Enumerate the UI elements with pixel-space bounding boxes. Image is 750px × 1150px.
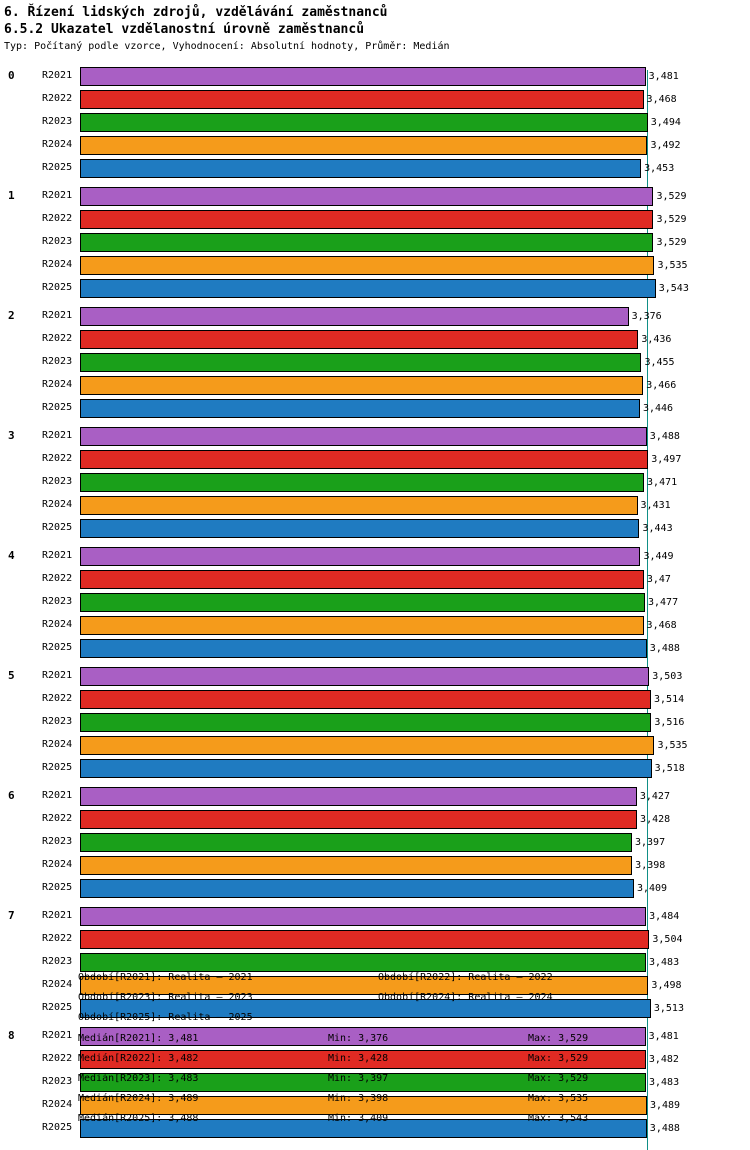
bar-track	[80, 856, 750, 875]
bar-row-label: R2021	[42, 190, 73, 201]
bar-row	[0, 734, 750, 757]
bar-row-label: R2024	[42, 619, 73, 630]
bar-row-label: R2021	[42, 1030, 73, 1041]
bar[interactable]	[80, 496, 638, 515]
bar[interactable]	[80, 856, 632, 875]
stats-min: Min: 3,428	[328, 1053, 389, 1064]
legend-entry: Období[R2022]: Realita – 2022	[378, 972, 553, 983]
bar-track	[80, 879, 750, 898]
bar-row-label: R2022	[42, 813, 73, 824]
bar-row-label: R2023	[42, 476, 73, 487]
bar[interactable]	[80, 376, 643, 395]
bar[interactable]	[80, 473, 644, 492]
bar-value-label: 3,514	[654, 694, 685, 705]
bar-track	[80, 256, 750, 275]
bar-row-label: R2024	[42, 259, 73, 270]
stats-row	[0, 1069, 750, 1089]
bar-row	[0, 208, 750, 231]
bar-value-label: 3,488	[649, 643, 680, 654]
chart-legend	[0, 968, 750, 1028]
bar[interactable]	[80, 210, 653, 229]
bar-row-label: R2021	[42, 790, 73, 801]
bar[interactable]	[80, 67, 646, 86]
bar-track	[80, 399, 750, 418]
bar-track	[80, 810, 750, 829]
bar-row-label: R2021	[42, 550, 73, 561]
bar-value-label: 3,482	[648, 1054, 679, 1065]
stats-median: Medián[R2025]: 3,488	[78, 1113, 199, 1124]
bar-row	[0, 425, 750, 448]
stats-row	[0, 1049, 750, 1069]
bar-track	[80, 67, 750, 86]
bar-row-label: R2025	[42, 522, 73, 533]
bar-value-label: 3,398	[635, 860, 666, 871]
bar-value-label: 3,468	[646, 94, 677, 105]
bar-row-label: R2021	[42, 910, 73, 921]
bar[interactable]	[80, 759, 652, 778]
bar-row-label: R2024	[42, 979, 73, 990]
bar-row	[0, 471, 750, 494]
bar-value-label: 3,488	[649, 1123, 680, 1134]
bar-row	[0, 328, 750, 351]
stats-median: Medián[R2024]: 3,489	[78, 1093, 199, 1104]
bar-row-label: R2023	[42, 836, 73, 847]
stats-max: Max: 3,529	[528, 1033, 589, 1044]
bar[interactable]	[80, 930, 649, 949]
group-label: 2	[8, 309, 15, 322]
bar-value-label: 3,466	[646, 380, 677, 391]
chart-stats	[0, 1029, 750, 1129]
bar-value-label: 3,427	[639, 791, 670, 802]
chart-header	[0, 0, 750, 54]
legend-row	[0, 968, 750, 988]
bar-track	[80, 667, 750, 686]
bar-row	[0, 157, 750, 180]
bar[interactable]	[80, 159, 641, 178]
bar-value-label: 3,492	[650, 140, 681, 151]
bar-track	[80, 616, 750, 635]
bar-row-label: R2023	[42, 716, 73, 727]
group-label: 6	[8, 789, 15, 802]
bar-track	[80, 427, 750, 446]
stats-max: Max: 3,529	[528, 1053, 589, 1064]
bar[interactable]	[80, 736, 654, 755]
group-label: 5	[8, 669, 15, 682]
bar-row-label: R2025	[42, 282, 73, 293]
bar-value-label: 3,494	[650, 117, 681, 128]
bar-row-label: R2025	[42, 162, 73, 173]
bar-group	[0, 660, 750, 780]
bar[interactable]	[80, 136, 647, 155]
group-label: 7	[8, 909, 15, 922]
bar-row-label: R2025	[42, 1002, 73, 1013]
stats-min: Min: 3,398	[328, 1093, 389, 1104]
legend-entry: Období[R2021]: Realita – 2021	[78, 972, 253, 983]
bar[interactable]	[80, 307, 629, 326]
bar-row	[0, 185, 750, 208]
stats-min: Min: 3,397	[328, 1073, 389, 1084]
bar-value-label: 3,449	[643, 551, 674, 562]
bar[interactable]	[80, 187, 653, 206]
report-title: 6. Řízení lidských zdrojů, vzdělávání zaměstnanců	[4, 5, 388, 20]
bar-row-label: R2022	[42, 693, 73, 704]
bar[interactable]	[80, 833, 632, 852]
bar-row-label: R2022	[42, 93, 73, 104]
bar[interactable]	[80, 547, 640, 566]
bar[interactable]	[80, 90, 644, 109]
bar-track	[80, 690, 750, 709]
bar-row-label: R2023	[42, 1076, 73, 1087]
bar-value-label: 3,376	[631, 311, 662, 322]
legend-entry: Období[R2023]: Realita – 2023	[78, 992, 253, 1003]
bar-group	[0, 300, 750, 420]
bar-track	[80, 90, 750, 109]
bar-row	[0, 637, 750, 660]
stats-min: Min: 3,376	[328, 1033, 389, 1044]
bar-group	[0, 780, 750, 900]
bar-value-label: 3,431	[640, 500, 671, 511]
group-label: 3	[8, 429, 15, 442]
bar-value-label: 3,455	[644, 357, 675, 368]
bar-value-label: 3,436	[641, 334, 672, 345]
bar-row	[0, 854, 750, 877]
bar-track	[80, 833, 750, 852]
bar-row-label: R2022	[42, 933, 73, 944]
bar-row-label: R2025	[42, 402, 73, 413]
bar-track	[80, 787, 750, 806]
bar-row-label: R2022	[42, 1053, 73, 1064]
bar[interactable]	[80, 787, 637, 806]
bar-row-label: R2023	[42, 356, 73, 367]
bar-track	[80, 930, 750, 949]
bar-value-label: 3,409	[636, 883, 668, 894]
bar-value-label: 3,453	[644, 163, 675, 174]
stats-median: Medián[R2023]: 3,483	[78, 1073, 199, 1084]
bar-row-label: R2024	[42, 499, 73, 510]
stats-max: Max: 3,543	[528, 1113, 589, 1124]
bar-row	[0, 928, 750, 951]
bar-row	[0, 568, 750, 591]
bar-value-label: 3,471	[647, 477, 678, 488]
bar-row	[0, 277, 750, 300]
bar-track	[80, 233, 750, 252]
bar-value-label: 3,483	[648, 957, 680, 968]
bar-value-label: 3,443	[642, 523, 673, 534]
bar-row	[0, 494, 750, 517]
bar-track	[80, 496, 750, 515]
legend-entry: Období[R2025]: Realita – 2025	[78, 1012, 253, 1023]
bar-value-label: 3,498	[651, 980, 682, 991]
bar-value-label: 3,477	[648, 597, 679, 608]
bar[interactable]	[80, 427, 647, 446]
bar-row-label: R2024	[42, 1099, 73, 1110]
bar-row-label: R2024	[42, 739, 73, 750]
bar[interactable]	[80, 810, 637, 829]
bar[interactable]	[80, 667, 649, 686]
bar[interactable]	[80, 690, 651, 709]
bar-row	[0, 757, 750, 780]
bar-row	[0, 785, 750, 808]
bar-row-label: R2023	[42, 236, 73, 247]
bar[interactable]	[80, 233, 653, 252]
bar-value-label: 3,513	[653, 1003, 684, 1014]
bar-track	[80, 547, 750, 566]
bar-row	[0, 134, 750, 157]
bar[interactable]	[80, 593, 645, 612]
bar-row	[0, 65, 750, 88]
bar-value-label: 3,535	[657, 260, 688, 271]
bar-track	[80, 330, 750, 349]
bar-row	[0, 448, 750, 471]
bar-track	[80, 570, 750, 589]
chart-subtitle: Typ: Počítaný podle vzorce, Vyhodnocení: Absolutní hodnoty, Průměr: Medián	[4, 41, 450, 52]
bar-track	[80, 376, 750, 395]
bar-value-label: 3,481	[648, 1031, 679, 1042]
bar-row-label: R2021	[42, 670, 73, 681]
bar-value-label: 3,518	[654, 763, 685, 774]
bar-row-label: R2022	[42, 453, 73, 464]
bar[interactable]	[80, 256, 654, 275]
bar-track	[80, 159, 750, 178]
bar-value-label: 3,516	[654, 717, 685, 728]
bar-value-label: 3,529	[656, 214, 687, 225]
bar[interactable]	[80, 330, 638, 349]
bar-row	[0, 614, 750, 637]
bar-track	[80, 759, 750, 778]
bar-row-label: R2022	[42, 213, 73, 224]
bar[interactable]	[80, 113, 648, 132]
bar-row	[0, 397, 750, 420]
bar-value-label: 3,484	[649, 911, 680, 922]
bar-row-label: R2025	[42, 1122, 73, 1133]
legend-row	[0, 988, 750, 1008]
bar-value-label: 3,543	[658, 283, 689, 294]
bar-row-label: R2024	[42, 139, 73, 150]
bar-row	[0, 231, 750, 254]
bar-row	[0, 545, 750, 568]
bar-row	[0, 665, 750, 688]
bar-value-label: 3,488	[649, 431, 680, 442]
stats-row	[0, 1089, 750, 1109]
bar-row	[0, 711, 750, 734]
bar-row	[0, 831, 750, 854]
legend-entry: Období[R2024]: Realita – 2024	[378, 992, 553, 1003]
page-title: 6.5.2 Ukazatel vzdělanostní úrovně zaměstnanců	[4, 22, 365, 37]
bar-row-label: R2025	[42, 762, 73, 773]
bar-track	[80, 736, 750, 755]
bar-row	[0, 305, 750, 328]
bar-row	[0, 905, 750, 928]
stats-median: Medián[R2022]: 3,482	[78, 1053, 199, 1064]
bar-track	[80, 210, 750, 229]
bar-group	[0, 420, 750, 540]
bar-value-label: 3,428	[640, 814, 671, 825]
bar-value-label: 3,529	[656, 237, 687, 248]
bar-row-label: R2021	[42, 310, 73, 321]
stats-max: Max: 3,535	[528, 1093, 589, 1104]
bar-track	[80, 713, 750, 732]
bar-row-label: R2023	[42, 596, 73, 607]
bar-row	[0, 111, 750, 134]
group-label: 4	[8, 549, 15, 562]
legend-row	[0, 1008, 750, 1028]
bar-value-label: 3,446	[642, 403, 674, 414]
group-label: 1	[8, 189, 15, 202]
bar-row-label: R2021	[42, 430, 73, 441]
bar-value-label: 3,504	[652, 934, 683, 945]
bar-row	[0, 517, 750, 540]
group-label: 0	[8, 69, 15, 82]
bar-track	[80, 136, 750, 155]
bar-track	[80, 307, 750, 326]
bar[interactable]	[80, 519, 639, 538]
bar-track	[80, 353, 750, 372]
bar[interactable]	[80, 279, 656, 298]
bar-value-label: 3,483	[648, 1077, 680, 1088]
bar-value-label: 3,468	[646, 620, 677, 631]
stats-row	[0, 1109, 750, 1129]
bar[interactable]	[80, 907, 646, 926]
bar-value-label: 3,535	[657, 740, 688, 751]
bar-value-label: 3,481	[648, 71, 679, 82]
bar[interactable]	[80, 353, 641, 372]
bar-track	[80, 113, 750, 132]
bar[interactable]	[80, 399, 640, 418]
group-label: 8	[8, 1029, 15, 1042]
bar-group	[0, 60, 750, 180]
bar-row	[0, 351, 750, 374]
bar-group	[0, 180, 750, 300]
bar[interactable]	[80, 570, 644, 589]
bar-track	[80, 450, 750, 469]
bar-value-label: 3,397	[635, 837, 666, 848]
bar-row	[0, 88, 750, 111]
bar-row-label: R2023	[42, 956, 73, 967]
bar-row	[0, 808, 750, 831]
bar-row-label: R2022	[42, 573, 73, 584]
bar-row-label: R2025	[42, 642, 73, 653]
bar-track	[80, 593, 750, 612]
bar-row	[0, 591, 750, 614]
bar-row-label: R2024	[42, 379, 73, 390]
bar-value-label: 3,47	[646, 574, 671, 585]
bar[interactable]	[80, 616, 644, 635]
bar-value-label: 3,529	[656, 191, 687, 202]
bar-track	[80, 907, 750, 926]
stats-min: Min: 3,409	[328, 1113, 389, 1124]
bar[interactable]	[80, 713, 651, 732]
bar-row-label: R2022	[42, 333, 73, 344]
bar-row	[0, 374, 750, 397]
bar-row	[0, 688, 750, 711]
stats-max: Max: 3,529	[528, 1073, 589, 1084]
stats-median: Medián[R2021]: 3,481	[78, 1033, 199, 1044]
bar-row-label: R2024	[42, 859, 73, 870]
bar-row-label: R2021	[42, 70, 73, 81]
bar-value-label: 3,503	[652, 671, 683, 682]
bar-track	[80, 473, 750, 492]
bar-row-label: R2025	[42, 882, 73, 893]
bar[interactable]	[80, 450, 648, 469]
bar-track	[80, 639, 750, 658]
bar-value-label: 3,497	[651, 454, 682, 465]
bar-track	[80, 279, 750, 298]
bar[interactable]	[80, 879, 634, 898]
bar-row	[0, 254, 750, 277]
bar-row-label: R2023	[42, 116, 73, 127]
bar-value-label: 3,489	[649, 1100, 681, 1111]
bar-group	[0, 540, 750, 660]
stats-row	[0, 1029, 750, 1049]
bar-row	[0, 877, 750, 900]
bar[interactable]	[80, 639, 647, 658]
bar-track	[80, 519, 750, 538]
bar-track	[80, 187, 750, 206]
